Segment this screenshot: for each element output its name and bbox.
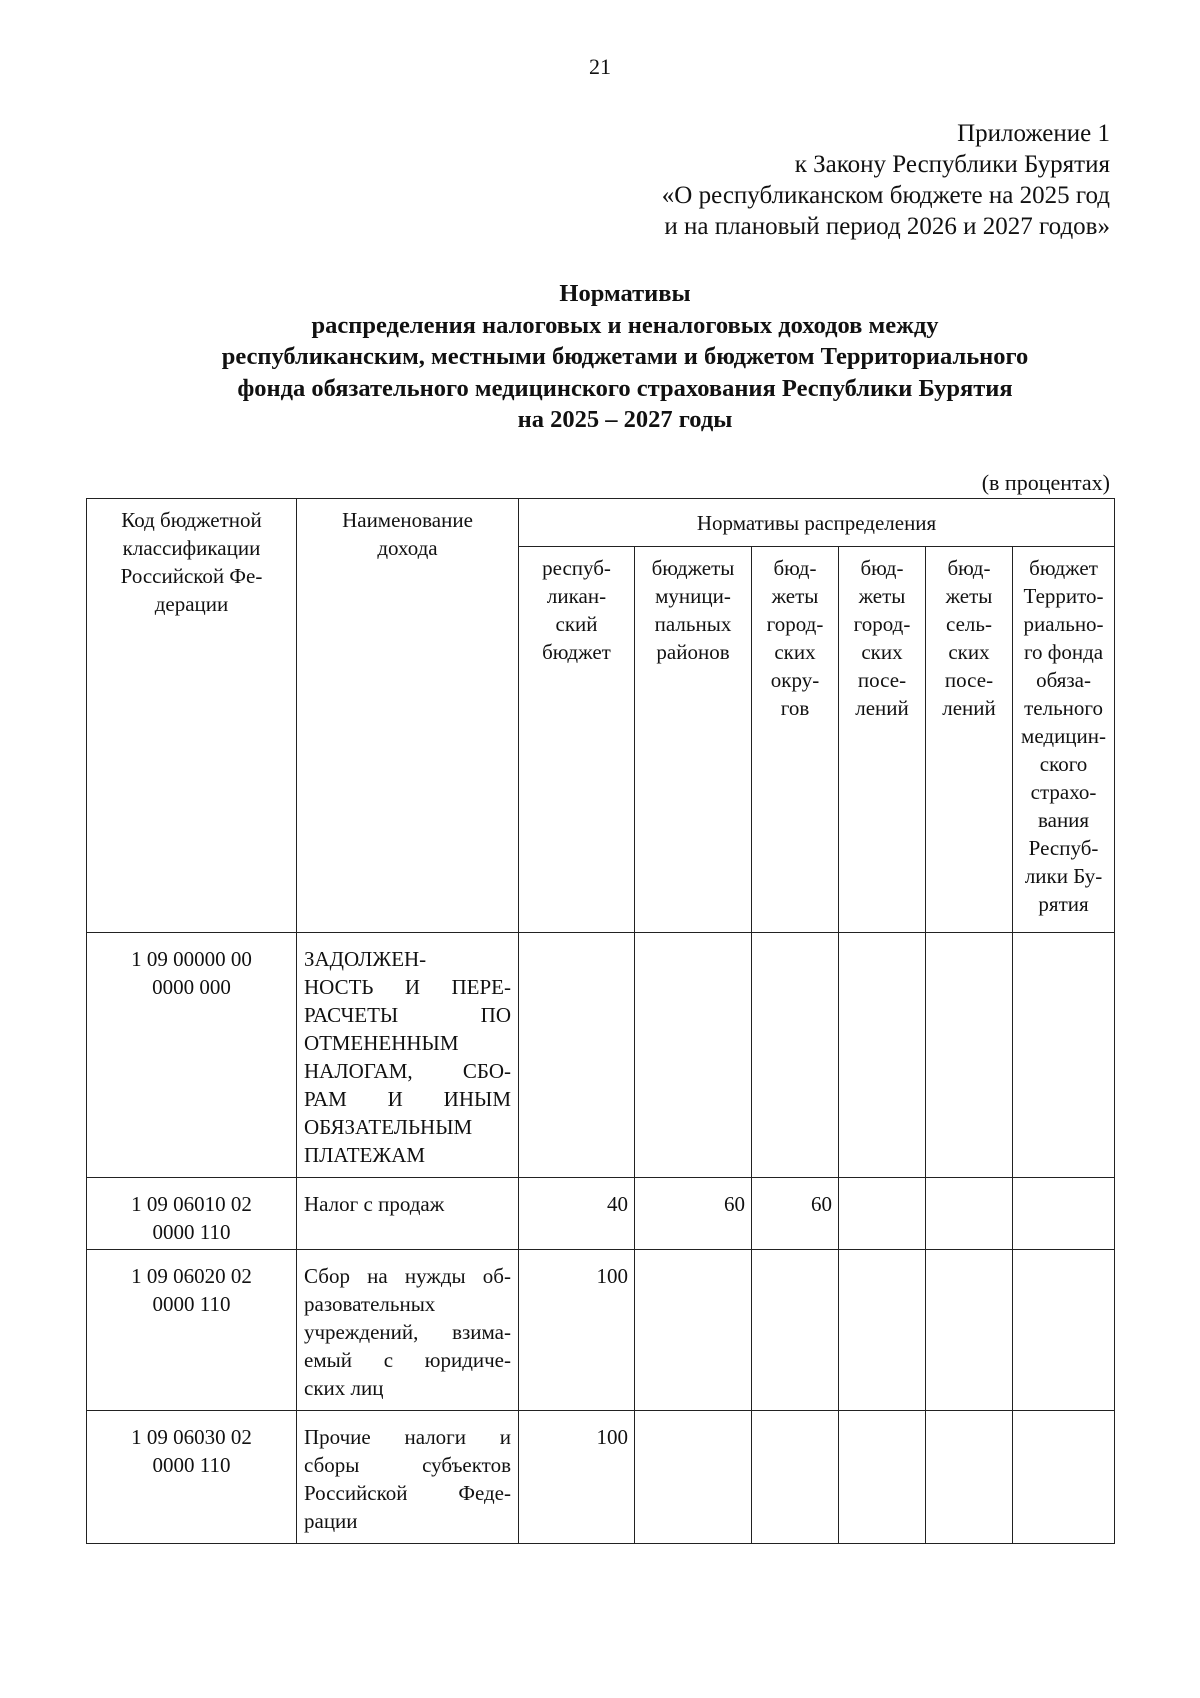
header-col-line: бюд- [773, 556, 817, 580]
header-col-tfoms [1013, 547, 1115, 933]
row-name [297, 1178, 519, 1250]
table-row [87, 1178, 1115, 1250]
header-col-line: посе- [857, 668, 907, 692]
header-col-line: ликан- [546, 584, 607, 608]
row-code-line: 1 09 06030 02 [131, 1425, 252, 1449]
row-value [839, 1411, 926, 1544]
header-col-line: окру- [770, 668, 820, 692]
header-col-line: вания [1037, 808, 1090, 832]
row-name-line: сборы субъектов [304, 1453, 511, 1477]
row-name-line: ОТМЕНЕННЫМ [304, 1031, 459, 1055]
header-col-line: обяза- [1036, 668, 1091, 692]
header-col-line: гов [780, 696, 810, 720]
appendix-header [662, 118, 1110, 242]
row-code-line: 0000 110 [152, 1453, 231, 1477]
row-value: 60 [752, 1178, 839, 1250]
header-col-line: Террито- [1023, 584, 1104, 608]
row-code [87, 1250, 297, 1411]
header-col-line: город- [853, 612, 911, 636]
header-col-line: муници- [655, 584, 731, 608]
row-value [635, 933, 752, 1178]
header-col-line: риально- [1023, 612, 1104, 636]
header-col-line: респуб- [542, 556, 611, 580]
row-value [1013, 1178, 1115, 1250]
row-value [839, 1178, 926, 1250]
appendix-line: Приложение 1 [957, 120, 1110, 147]
row-name-line: рации [304, 1509, 358, 1533]
row-code-line: 1 09 06020 02 [131, 1264, 252, 1288]
header-col-line: ских [948, 640, 990, 664]
row-value [926, 933, 1013, 1178]
row-name-line: емый с юридиче- [304, 1348, 511, 1372]
row-value [635, 1250, 752, 1411]
table-row [87, 1411, 1115, 1544]
row-name-line: учреждений, взима- [304, 1320, 511, 1344]
row-name-line: Прочие налоги и [304, 1425, 511, 1449]
title-line: фонда обязательного медицинского страхования Республики Бурятия [237, 374, 1013, 402]
title-line: распределения налоговых и неналоговых доходов между [311, 311, 939, 339]
header-col-line: бюд- [860, 556, 904, 580]
header-col-line: жеты [771, 584, 819, 608]
row-value [752, 1411, 839, 1544]
title-line: на 2025 – 2027 годы [517, 406, 733, 433]
header-col-line: бюджеты [651, 556, 735, 580]
header-col-line: лений [855, 696, 909, 720]
row-name [297, 933, 519, 1178]
title-line: Нормативы [559, 280, 691, 307]
header-col-line: пальных [654, 612, 732, 636]
header-col-line: город- [766, 612, 824, 636]
header-col-line: медицин- [1021, 724, 1107, 748]
row-value: 100 [519, 1250, 635, 1411]
row-code-line: 1 09 00000 00 [131, 947, 252, 971]
row-name [297, 1411, 519, 1544]
row-name-line: РАМ И ИНЫМ [304, 1087, 511, 1111]
header-col-line: лений [942, 696, 996, 720]
row-name-line: разовательных [304, 1292, 436, 1316]
row-value [752, 1250, 839, 1411]
header-col-line: тельного [1024, 696, 1103, 720]
appendix-line: «О республиканском бюджете на 2025 год [661, 182, 1110, 209]
row-name-line: НАЛОГАМ, СБО- [304, 1059, 511, 1083]
row-name-line: ОБЯЗАТЕЛЬНЫМ [304, 1115, 473, 1139]
header-col-line: посе- [944, 668, 994, 692]
row-value: 60 [635, 1178, 752, 1250]
row-name [297, 1250, 519, 1411]
header-col-line: ского [1039, 752, 1088, 776]
header-col-rural-settlements [926, 547, 1013, 933]
header-col-line: лики Бу- [1024, 864, 1103, 888]
row-name-line: Сбор на нужды об- [304, 1264, 511, 1288]
header-col-line: бюджет [1029, 556, 1098, 580]
page-number: 21 [589, 54, 611, 79]
document-title [100, 278, 1150, 436]
header-col-line: бюд- [947, 556, 991, 580]
header-col-districts [635, 547, 752, 933]
header-col-republic [519, 547, 635, 933]
row-value: 100 [519, 1411, 635, 1544]
row-value [1013, 1250, 1115, 1411]
row-name-line: ских лиц [304, 1376, 384, 1400]
row-name-line: РАСЧЕТЫ ПО [304, 1003, 511, 1027]
row-name-line: ПЛАТЕЖАМ [304, 1143, 426, 1167]
row-code-line: 0000 000 [152, 975, 231, 999]
header-col-line: жеты [945, 584, 993, 608]
row-code-line: 0000 110 [152, 1220, 231, 1244]
header-col-line: ских [774, 640, 816, 664]
header-group: Нормативы распределения [519, 499, 1115, 547]
header-col-city-settlements [839, 547, 926, 933]
header-col-line: го фонда [1023, 640, 1104, 664]
units-note: (в процентах) [981, 470, 1110, 495]
title-line: республиканским, местными бюджетами и бюджетом Территориального [221, 343, 1029, 370]
row-name-line: ЗАДОЛЖЕН- [304, 947, 427, 971]
header-col-line: Респуб- [1028, 836, 1099, 860]
row-value [752, 933, 839, 1178]
row-value: 40 [519, 1178, 635, 1250]
header-col-line: районов [656, 640, 730, 664]
row-value [926, 1250, 1013, 1411]
header-col-line: жеты [858, 584, 906, 608]
header-col-city-okrugs [752, 547, 839, 933]
header-col-line: ский [555, 612, 598, 636]
row-value [926, 1411, 1013, 1544]
row-value [1013, 1411, 1115, 1544]
row-code [87, 1411, 297, 1544]
row-code-line: 0000 110 [152, 1292, 231, 1316]
row-code [87, 933, 297, 1178]
row-code [87, 1178, 297, 1250]
table-row [87, 1250, 1115, 1411]
header-col-line: страхо- [1030, 780, 1097, 804]
appendix-line: к Закону Республики Бурятия [794, 151, 1110, 178]
header-name: Наименование дохода [297, 499, 519, 933]
row-value [926, 1178, 1013, 1250]
norms-table [86, 498, 1115, 1544]
table-row [87, 933, 1115, 1178]
header-col-line: рятия [1038, 892, 1089, 916]
row-value [839, 1250, 926, 1411]
header-col-line: бюджет [542, 640, 611, 664]
row-name-line: Налог с продаж [304, 1192, 445, 1216]
header-col-line: сель- [946, 612, 992, 636]
row-name-line: НОСТЬ И ПЕРЕ- [304, 975, 511, 999]
header-code: Код бюджетной классификации Российской Фе- дерации [87, 499, 297, 933]
row-code-line: 1 09 06010 02 [131, 1192, 252, 1216]
row-value [519, 933, 635, 1178]
header-col-line: ских [861, 640, 903, 664]
row-value [839, 933, 926, 1178]
row-value [635, 1411, 752, 1544]
row-name-line: Российской Феде- [304, 1481, 511, 1505]
row-value [1013, 933, 1115, 1178]
appendix-line: и на плановый период 2026 и 2027 годов» [664, 213, 1110, 240]
